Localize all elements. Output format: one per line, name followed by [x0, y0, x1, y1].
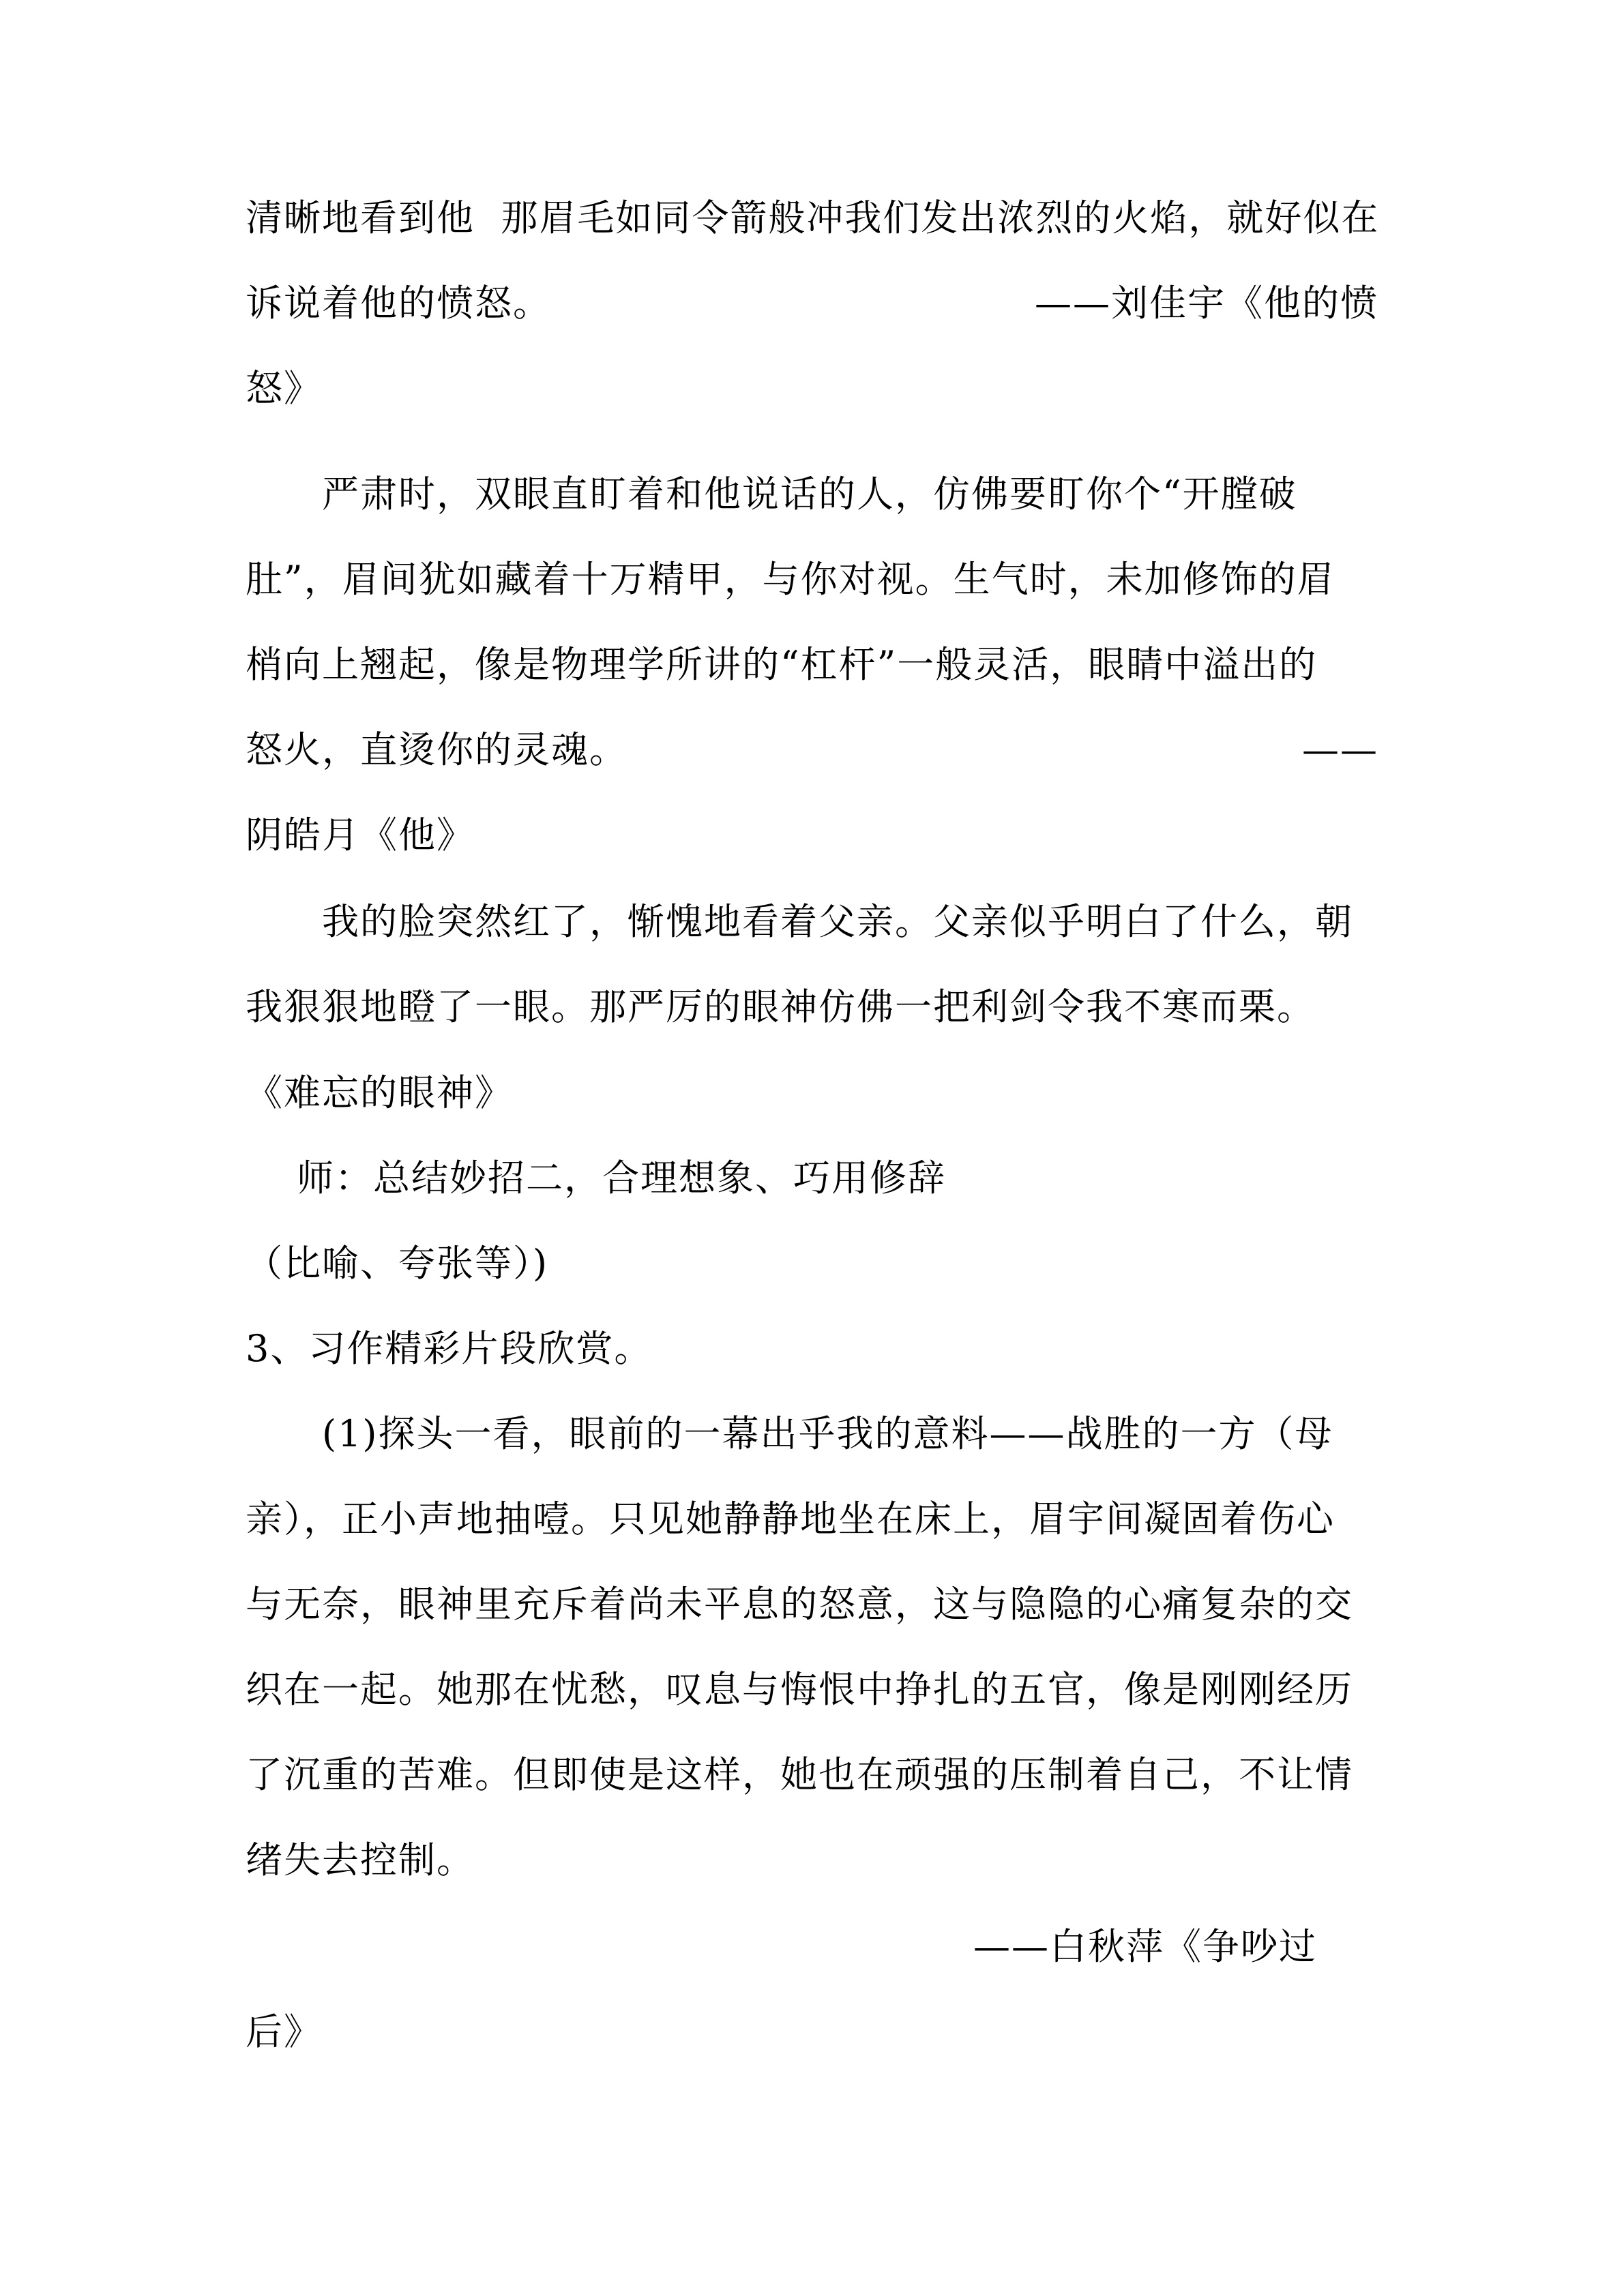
attribution: ——刘佳宇《他的愤: [1035, 282, 1378, 325]
text-line: （比喻、夸张等）): [246, 1242, 549, 1285]
text-line: 与无奈，眼神里充斥着尚未平息的怒意，这与隐隐的心痛复杂的交: [246, 1583, 1353, 1626]
text-line: 我狠狠地瞪了一眼。那严厉的眼神仿佛一把利剑令我不寒而栗。: [246, 985, 1315, 1028]
text-line: 怒火，直烫你的灵魂。: [246, 728, 628, 771]
text-line: 阴皓月《他》: [246, 814, 475, 856]
paragraph-start: 我的脸突然红了，惭愧地看着父亲。父亲似乎明白了什么，朝: [322, 900, 1353, 943]
text-line: 梢向上翘起，像是物理学所讲的“杠杆”一般灵活，眼睛中溢出的: [246, 643, 1318, 686]
attribution: ——白秋萍《争吵过: [973, 1925, 1317, 1968]
text-line: 《难忘的眼神》: [246, 1071, 513, 1114]
paragraph-start: (1)探头一看，眼前的一幕出乎我的意料——战胜的一方（母: [322, 1412, 1333, 1455]
text-line: 亲），正小声地抽噎。只见她静静地坐在床上，眉宇间凝固着伤心: [246, 1497, 1335, 1540]
text-line: 绪失去控制。: [246, 1838, 475, 1881]
text-line: 织在一起。她那在忧愁，叹息与悔恨中挣扎的五官，像是刚刚经历: [246, 1668, 1353, 1711]
text-line: 肚”，眉间犹如藏着十万精甲，与你对视。生气时，未加修饰的眉: [246, 558, 1335, 601]
text-line: 后》: [246, 2010, 322, 2053]
text-line: 了沉重的苦难。但即使是这样，她也在顽强的压制着自己，不让情: [246, 1753, 1353, 1796]
text-line: 怒》: [246, 367, 322, 410]
text-line: 诉说着他的愤怒。: [246, 282, 551, 325]
paragraph-start: 严肃时，双眼直盯着和他说话的人，仿佛要盯你个“开膛破: [322, 473, 1297, 516]
section-heading: 3、习作精彩片段欣赏。: [246, 1327, 653, 1370]
attribution: ——: [1302, 728, 1378, 771]
teacher-summary: 师：总结妙招二，合理想象、巧用修辞: [297, 1157, 946, 1199]
text-line: 清晰地看到他 那眉毛如同令箭般冲我们发出浓烈的火焰，就好似在: [246, 196, 1380, 239]
